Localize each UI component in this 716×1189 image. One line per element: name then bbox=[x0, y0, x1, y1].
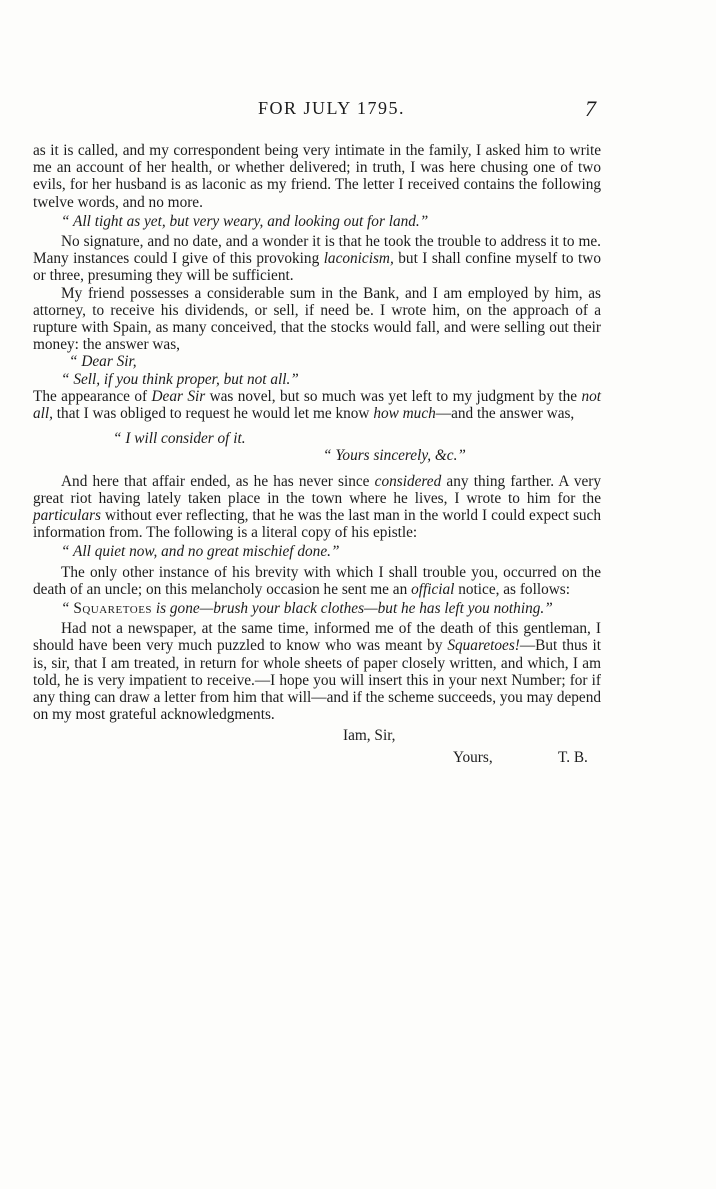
paragraph-2-text-a: No signature, and no date, and a wonder it is that he took the trouble to address it to me. Many instances could I give of this provoking bbox=[33, 233, 601, 268]
paragraph-4-text-a: The appearance of bbox=[33, 387, 152, 405]
paragraph-4-emphasis-3: how much bbox=[373, 405, 436, 423]
paragraph-2-text-b: but I shall confine myself to two or three, presuming they will be sufficient. bbox=[33, 250, 601, 285]
paragraph-4-text-c: that I was obliged to request he would let me know bbox=[52, 405, 374, 423]
paragraph-5-emphasis-2: particulars bbox=[33, 507, 101, 525]
paragraph-6-text-a: The only other instance of his brevity with which I shall trouble you, occurred on the death of an uncle; on this melancholy occasion he sent me an bbox=[33, 563, 601, 598]
quote-all-tight: “ All tight as yet, but very weary, and looking out for land.” bbox=[61, 212, 429, 230]
paragraph-5-text-a: And here that affair ended, as he has never since bbox=[61, 472, 375, 490]
quote-squaretoes-rest: is gone—brush your black clothes—but he has left you nothing.” bbox=[152, 600, 553, 618]
paragraph-6 bbox=[33, 564, 601, 598]
paragraph-2-emphasis: laconicism, bbox=[323, 250, 394, 268]
paragraph-7-text-a: Had not a newspaper, at the same time, informed me of the death of this gentleman, I should have been very much puzzled to know who was meant by bbox=[33, 620, 601, 655]
paragraph-5 bbox=[33, 473, 601, 542]
paragraph-4 bbox=[33, 388, 601, 422]
paragraph-5-emphasis-1: considered bbox=[374, 472, 442, 490]
paragraph-4-emphasis-2: not all, bbox=[33, 387, 601, 423]
paragraph-5-text-b: any thing farther. A very great riot having lately taken place in the town where he lives, I wrote to him for the bbox=[33, 472, 601, 507]
signoff-line-2: Yours, bbox=[453, 748, 493, 766]
paragraph-3-text: My friend possesses a considerable sum in the Bank, and I am employed by him, as attorney, to receive his dividends, or sell, if need be. I wrote him, on the approach of a rupture with Spain, as many conceived, that the stocks would fall, and were selling out their money: the answer was, bbox=[33, 284, 601, 354]
signoff-initials: T. B. bbox=[558, 748, 588, 766]
quote-consider: “ I will consider of it. bbox=[113, 430, 246, 448]
body-text bbox=[33, 142, 601, 781]
running-title: FOR JULY 1795. bbox=[258, 98, 406, 118]
paragraph-4-text-d: —and the answer was, bbox=[435, 405, 575, 423]
paragraph-1-text: as it is called, and my correspondent being very intimate in the family, I asked him to write me an account of her health, or whether delivered; in truth, I was here chusing one of two evils, for her husband is as laconic as my friend. The letter I received contains the following twelve words, and no more. bbox=[33, 142, 601, 211]
paragraph-6-emphasis: official bbox=[411, 580, 455, 598]
paragraph-7-text-b: —But thus it is, sir, that I am treated, in return for whole sheets of paper closely written, and which, I am told, he is very impatient to receive.—I hope you will insert this in your next Number; for if any thing can draw a letter from him that will—and if the scheme succeeds, you may depend on my most grateful acknowledgments. bbox=[33, 637, 602, 724]
paragraph-5-text-c: without ever reflecting, that he was the last man in the world I could expect such information from. The following is a literal copy of his epistle: bbox=[33, 507, 601, 542]
paragraph-4-emphasis-1: Dear Sir bbox=[151, 387, 206, 405]
paragraph-7 bbox=[33, 620, 601, 723]
running-head bbox=[0, 98, 716, 124]
quote-dear-sir: “ Dear Sir, bbox=[69, 353, 137, 371]
quote-squaretoes-open: “ bbox=[61, 600, 74, 618]
page-number: 7 bbox=[585, 96, 596, 121]
paragraph-1 bbox=[33, 142, 601, 211]
paragraph-7-emphasis: Squaretoes! bbox=[447, 637, 520, 655]
quote-squaretoes-name: Squaretoes bbox=[73, 600, 153, 618]
quote-all-quiet: “ All quiet now, and no great mischief done.” bbox=[61, 543, 340, 561]
signoff-line-1: Iam, Sir, bbox=[343, 726, 396, 744]
quote-squaretoes bbox=[33, 600, 601, 617]
paragraph-6-text-b: notice, as follows: bbox=[454, 580, 570, 598]
quote-sell: “ Sell, if you think proper, but not all.” bbox=[61, 370, 299, 388]
paragraph-2 bbox=[33, 233, 601, 285]
signoff bbox=[33, 727, 601, 781]
paragraph-4-text-b: was novel, but so much was yet left to my judgment by the bbox=[205, 387, 582, 405]
quote-yours-sincerely: “ Yours sincerely, &c.” bbox=[323, 447, 466, 465]
paragraph-3 bbox=[33, 285, 601, 354]
